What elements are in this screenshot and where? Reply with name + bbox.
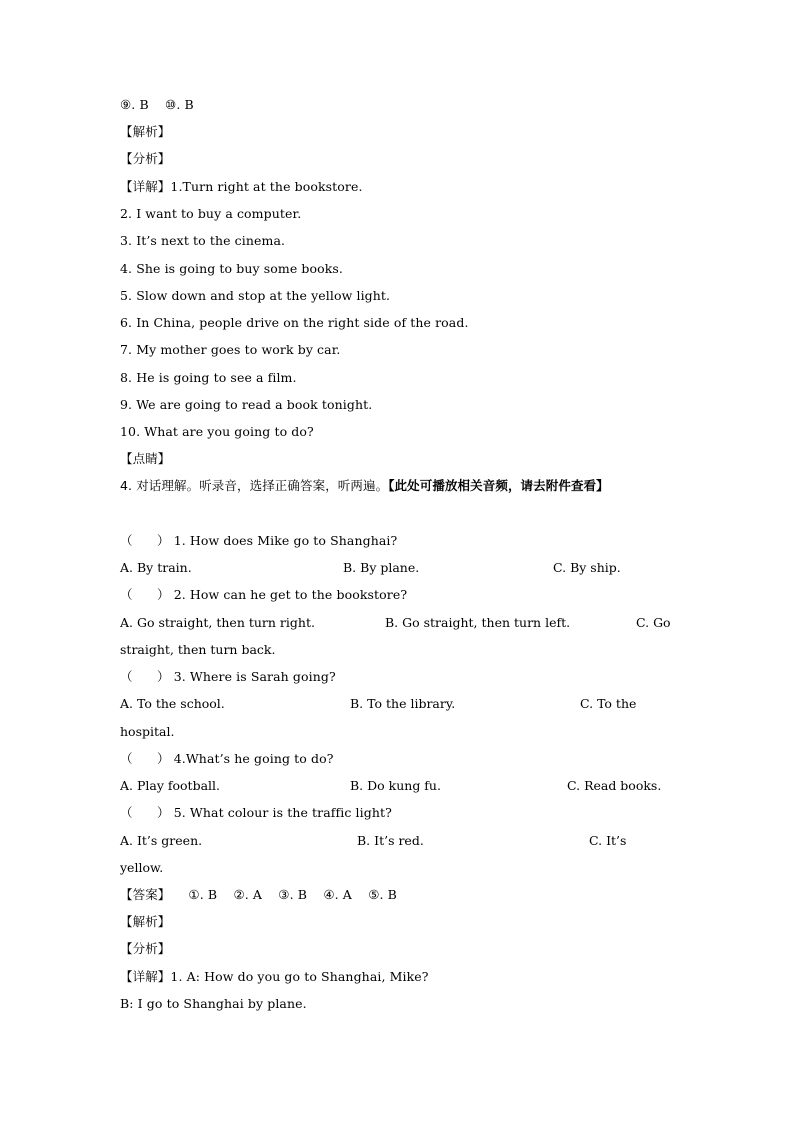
fenxi-heading-2: 【分析】 bbox=[120, 941, 171, 956]
section-4-instruction bbox=[120, 478, 609, 494]
detail-line-2: 2. I want to buy a computer. bbox=[120, 206, 302, 221]
question-2: （ ） 2. How can he get to the bookstore? bbox=[120, 587, 408, 602]
answers-values: ①. B ②. A ③. B ④. A ⑤. B bbox=[188, 887, 397, 902]
detail-text-1: 1.Turn right at the bookstore. bbox=[170, 179, 363, 194]
q1-option-b: B. By plane. bbox=[343, 560, 420, 575]
fenxi-heading: 【分析】 bbox=[120, 151, 171, 166]
q4-option-a: A. Play football. bbox=[120, 778, 220, 793]
detail-line-1 bbox=[120, 179, 363, 195]
q1-option-a: A. By train. bbox=[120, 560, 192, 575]
q5-option-b: B. It’s red. bbox=[357, 833, 424, 848]
section-4-title: 4. 对话理解。听录音，选择正确答案，听两遍。 bbox=[120, 478, 389, 493]
detail-line-8: 8. He is going to see a film. bbox=[120, 370, 297, 385]
detail-line-4: 4. She is going to buy some books. bbox=[120, 261, 344, 276]
q4-option-c: C. Read books. bbox=[567, 778, 662, 793]
q2-option-c-cont: straight, then turn back. bbox=[120, 642, 276, 657]
detail-label-2: 【详解】 bbox=[120, 969, 171, 984]
q5-option-a: A. It’s green. bbox=[120, 833, 203, 848]
dianjing-heading: 【点睛】 bbox=[120, 451, 171, 466]
question-3: （ ） 3. Where is Sarah going? bbox=[120, 669, 336, 684]
answer-line-9-10: ⑨. B ⑩. B bbox=[120, 97, 194, 112]
detail-2-line-2: B: I go to Shanghai by plane. bbox=[120, 996, 307, 1011]
detail-line-6: 6. In China, people drive on the right side of the road. bbox=[120, 315, 469, 330]
q4-option-b: B. Do kung fu. bbox=[350, 778, 441, 793]
analysis-heading: 【解析】 bbox=[120, 124, 171, 139]
detail-2-line-1 bbox=[120, 969, 429, 985]
detail-line-10: 10. What are you going to do? bbox=[120, 424, 314, 439]
question-5: （ ） 5. What colour is the traffic light? bbox=[120, 805, 392, 820]
q5-option-c-cont: yellow. bbox=[120, 860, 164, 875]
q2-option-b: B. Go straight, then turn left. bbox=[385, 615, 571, 630]
q2-option-c: C. Go bbox=[636, 615, 671, 630]
audio-note[interactable]: 【此处可播放相关音频，请去附件查看】 bbox=[388, 478, 609, 493]
question-1: （ ） 1. How does Mike go to Shanghai? bbox=[120, 533, 398, 548]
q5-option-c: C. It’s bbox=[589, 833, 627, 848]
q3-option-c: C. To the bbox=[580, 696, 637, 711]
question-4: （ ） 4.What’s he going to do? bbox=[120, 751, 334, 766]
answers-line bbox=[120, 887, 397, 903]
q3-option-b: B. To the library. bbox=[350, 696, 456, 711]
answers-label: 【答案】 bbox=[120, 887, 171, 902]
q1-option-c: C. By ship. bbox=[553, 560, 621, 575]
detail-line-5: 5. Slow down and stop at the yellow light. bbox=[120, 288, 391, 303]
detail-line-9: 9. We are going to read a book tonight. bbox=[120, 397, 373, 412]
q3-option-c-cont: hospital. bbox=[120, 724, 175, 739]
detail-line-7: 7. My mother goes to work by car. bbox=[120, 342, 341, 357]
analysis-heading-2: 【解析】 bbox=[120, 914, 171, 929]
detail-2-text-1: 1. A: How do you go to Shanghai, Mike? bbox=[170, 969, 429, 984]
detail-line-3: 3. It’s next to the cinema. bbox=[120, 233, 286, 248]
q2-option-a: A. Go straight, then turn right. bbox=[120, 615, 315, 630]
q3-option-a: A. To the school. bbox=[120, 696, 225, 711]
detail-label: 【详解】 bbox=[120, 179, 171, 194]
